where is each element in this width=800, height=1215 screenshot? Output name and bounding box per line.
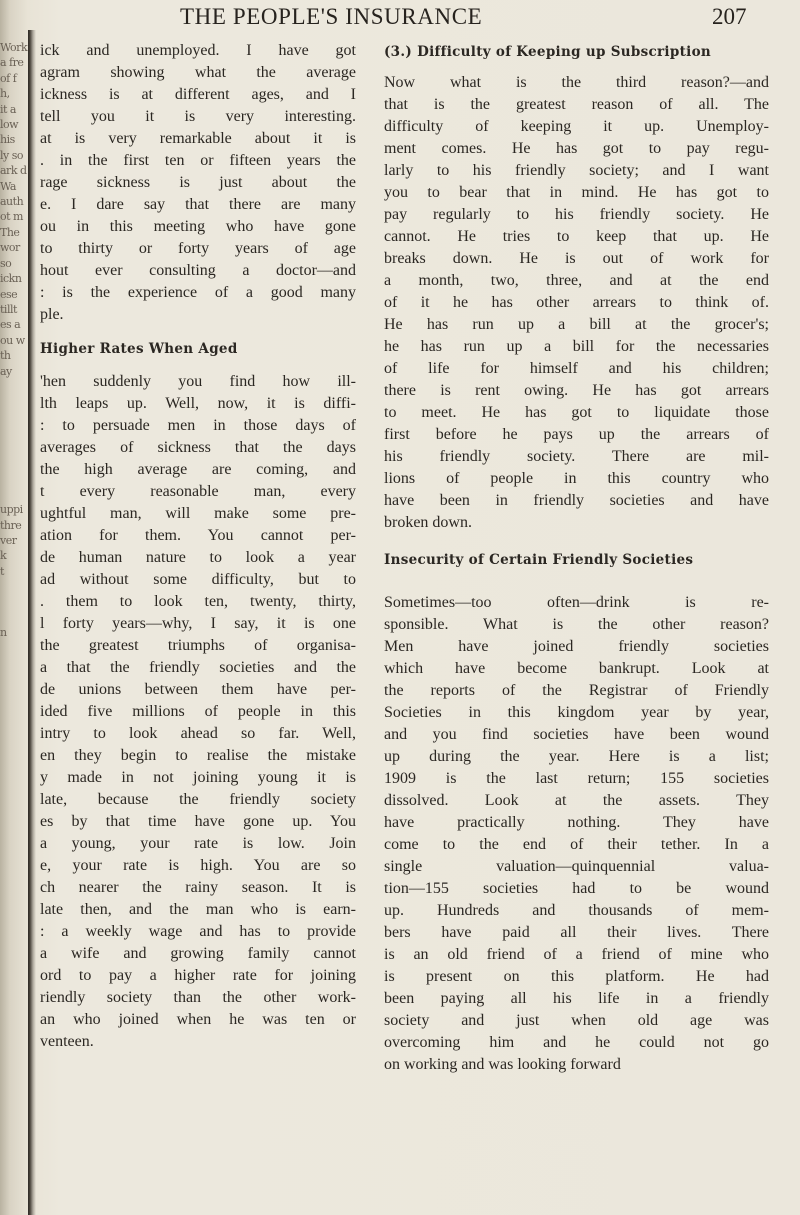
gutter-fragment: uppi <box>0 503 23 517</box>
text-line: tion—155 societies had to be wound <box>384 880 769 897</box>
text-line: pay regularly to his friendly society. He <box>384 206 769 223</box>
gutter-text-fragments <box>0 40 30 940</box>
text-line: to thirty or forty years of age <box>40 240 356 257</box>
text-line: have practically nothing. They have <box>384 814 769 831</box>
text-line: late, because the friendly society <box>40 791 356 808</box>
text-line: de unions between them have per- <box>40 681 356 698</box>
text-line: y made in not joining young it is <box>40 769 356 786</box>
text-line: and you find societies have been wound <box>384 726 769 743</box>
gutter-fragment: low <box>0 118 19 132</box>
section-heading-difficulty: (3.) Difficulty of Keeping up Subscription <box>384 44 711 60</box>
gutter-fragment: ese <box>0 287 18 301</box>
text-line: e, your rate is high. You are so <box>40 857 356 874</box>
text-line: l forty years—why, I say, it is one <box>40 615 356 632</box>
gutter-fragment: thre <box>0 518 22 532</box>
gutter-fragment <box>0 441 30 456</box>
text-line: He has run up a bill at the grocer's; <box>384 316 769 333</box>
gutter-fragment: th <box>0 349 11 363</box>
text-line: come to the end of their tether. In a <box>384 836 769 853</box>
text-line: up. Hundreds and thousands of mem- <box>384 902 769 919</box>
text-line: you to bear that in mind. He has got to <box>384 184 769 201</box>
gutter-fragment <box>0 487 30 502</box>
gutter-fragment: Wa <box>0 179 16 193</box>
text-line: the reports of the Registrar of Friendly <box>384 682 769 699</box>
text-line: his friendly society. There are mil- <box>384 448 769 465</box>
text-line: ick and unemployed. I have got <box>40 42 356 59</box>
gutter-fragment: his <box>0 133 15 147</box>
text-line: is present on this platform. He had <box>384 968 769 985</box>
text-line: larly to his friendly society; and I want <box>384 162 769 179</box>
gutter-fragment: a fre <box>0 56 24 70</box>
gutter-fragment: it a <box>0 102 16 116</box>
gutter-fragment: ickn <box>0 272 22 286</box>
text-line: agram showing what the average <box>40 64 356 81</box>
gutter-fragment: The <box>0 225 20 239</box>
section-heading-insecurity: Insecurity of Certain Friendly Societies <box>384 552 694 568</box>
text-line: ment comes. He has got to pay regu- <box>384 140 769 157</box>
text-line: overcoming him and he could not go <box>384 1034 769 1051</box>
running-title: THE PEOPLE'S INSURANCE <box>180 4 483 29</box>
text-line: the high average are coming, and <box>40 461 356 478</box>
text-line: the greatest triumphs of organisa- <box>40 637 356 654</box>
text-line: ad without some difficulty, but to <box>40 571 356 588</box>
text-line: first before he pays up the arrears of <box>384 426 769 443</box>
text-line: cannot. He tries to keep that up. He <box>384 228 769 245</box>
text-line: is an old friend of a friend of mine who <box>384 946 769 963</box>
gutter-fragment: ou w <box>0 333 25 347</box>
left-column <box>40 40 356 1053</box>
text-line: tell you it is very interesting. <box>40 108 356 125</box>
text-line: lions of people in this country who <box>384 470 769 487</box>
text-line: Men have joined friendly societies <box>384 638 769 655</box>
text-line: ple. <box>40 306 64 323</box>
text-line: 1909 is the last return; 155 societies <box>384 770 769 787</box>
text-line: ou in this meeting who have gone <box>40 218 356 235</box>
text-line: : to persuade men in those days of <box>40 417 356 434</box>
gutter-fragment: es a <box>0 318 21 332</box>
gutter-fragment <box>0 379 30 394</box>
text-line: riendly society than the other work- <box>40 989 356 1006</box>
text-line: Societies in this kingdom year by year, <box>384 704 769 721</box>
text-line: . in the first ten or fifteen years the <box>40 152 356 169</box>
text-line: ch nearer the rainy season. It is <box>40 879 356 896</box>
gutter-fragment: ot m <box>0 210 23 224</box>
left-paragraph-2 <box>40 371 356 1053</box>
gutter-fragment: of f <box>0 71 17 85</box>
text-line: difficulty of keeping it up. Unemploy- <box>384 118 769 135</box>
text-line: . them to look ten, twenty, thirty, <box>40 593 356 610</box>
text-line: de human nature to look a year <box>40 549 356 566</box>
text-line: single valuation—quinquennial valua- <box>384 858 769 875</box>
text-line: of it he has other arrears to think of. <box>384 294 769 311</box>
text-line: late then, and the man who is earn- <box>40 901 356 918</box>
text-line: at is very remarkable about it is <box>40 130 356 147</box>
gutter-fragment: tillt <box>0 302 17 316</box>
page-number: 207 <box>712 4 747 29</box>
text-line: which have become bankrupt. Look at <box>384 660 769 677</box>
text-line: t every reasonable man, every <box>40 483 356 500</box>
text-line: have been in friendly societies and have <box>384 492 769 509</box>
text-line: Now what is the third reason?—and <box>384 74 769 91</box>
page-header <box>0 2 800 32</box>
text-line: es by that time have gone up. You <box>40 813 356 830</box>
gutter-fragment: t <box>0 564 4 578</box>
gutter-fragment: n <box>0 626 7 640</box>
page-binding-shadow <box>28 30 36 1215</box>
text-line: ord to pay a higher rate for joining <box>40 967 356 984</box>
text-line: Sometimes—too often—drink is re- <box>384 594 769 611</box>
text-line: there is rent owing. He has got arrears <box>384 382 769 399</box>
gutter-fragment: Work <box>0 41 28 54</box>
text-line: ation for them. You cannot per- <box>40 527 356 544</box>
gutter-fragment <box>0 579 30 594</box>
gutter-fragment: so <box>0 256 12 270</box>
gutter-fragment: ay <box>0 364 12 378</box>
text-line: a that the friendly societies and the <box>40 659 356 676</box>
left-paragraph-1 <box>40 40 356 326</box>
text-line: dissolved. Look at the assets. They <box>384 792 769 809</box>
gutter-fragment: ver <box>0 534 17 547</box>
text-line: to meet. He has got to liquidate those <box>384 404 769 421</box>
text-line: a month, two, three, and at the end <box>384 272 769 289</box>
text-line: intry to look ahead so far. Well, <box>40 725 356 742</box>
gutter-fragment: ly so <box>0 148 23 162</box>
text-line: ughtful man, will make some pre- <box>40 505 356 522</box>
text-line: a wife and growing family cannot <box>40 945 356 962</box>
text-line: en they begin to realise the mistake <box>40 747 356 764</box>
gutter-fragment: k <box>0 549 7 563</box>
text-line: society and just when old age was <box>384 1012 769 1029</box>
right-paragraph-2 <box>384 592 769 1076</box>
text-line: venteen. <box>40 1033 94 1050</box>
text-line: an who joined when he was ten or <box>40 1011 356 1028</box>
text-line: 'hen suddenly you find how ill- <box>40 373 356 390</box>
text-line: sponsible. What is the other reason? <box>384 616 769 633</box>
gutter-fragment <box>0 394 30 409</box>
text-line: averages of sickness that the days <box>40 439 356 456</box>
text-line: hout ever consulting a doctor—and <box>40 262 356 279</box>
gutter-fragment <box>0 456 30 471</box>
text-line: breaks down. He is out of work for <box>384 250 769 267</box>
text-line: ided five millions of people in this <box>40 703 356 720</box>
text-line: up during the year. Here is a list; <box>384 748 769 765</box>
gutter-fragment: auth <box>0 195 24 209</box>
text-line: ickness is at different ages, and I <box>40 86 356 103</box>
text-line: he has run up a bill for the necessaries <box>384 338 769 355</box>
gutter-fragment: ark d <box>0 164 27 178</box>
right-paragraph-1 <box>384 72 769 534</box>
gutter-fragment <box>0 425 30 440</box>
text-line: been paying all his life in a friendly <box>384 990 769 1007</box>
gutter-fragment <box>0 471 30 486</box>
gutter-fragment <box>0 595 30 610</box>
text-line: a young, your rate is low. Join <box>40 835 356 852</box>
text-line: : a weekly wage and has to provide <box>40 923 356 940</box>
text-line: on working and was looking forward <box>384 1056 621 1073</box>
right-column <box>384 40 769 1076</box>
gutter-fragment <box>0 410 30 425</box>
text-line: lth leaps up. Well, now, it is diffi- <box>40 395 356 412</box>
text-line: rage sickness is just about the <box>40 174 356 191</box>
text-line: broken down. <box>384 514 472 531</box>
text-line: of life for himself and his children; <box>384 360 769 377</box>
text-line: bers have paid all their lives. There <box>384 924 769 941</box>
text-line: : is the experience of a good many <box>40 284 356 301</box>
text-line: e. I dare say that there are many <box>40 196 356 213</box>
section-heading-higher-rates: Higher Rates When Aged <box>40 341 238 357</box>
text-line: that is the greatest reason of all. The <box>384 96 769 113</box>
gutter-fragment: h, <box>0 87 10 101</box>
gutter-fragment: wor <box>0 241 20 255</box>
gutter-fragment <box>0 610 30 625</box>
